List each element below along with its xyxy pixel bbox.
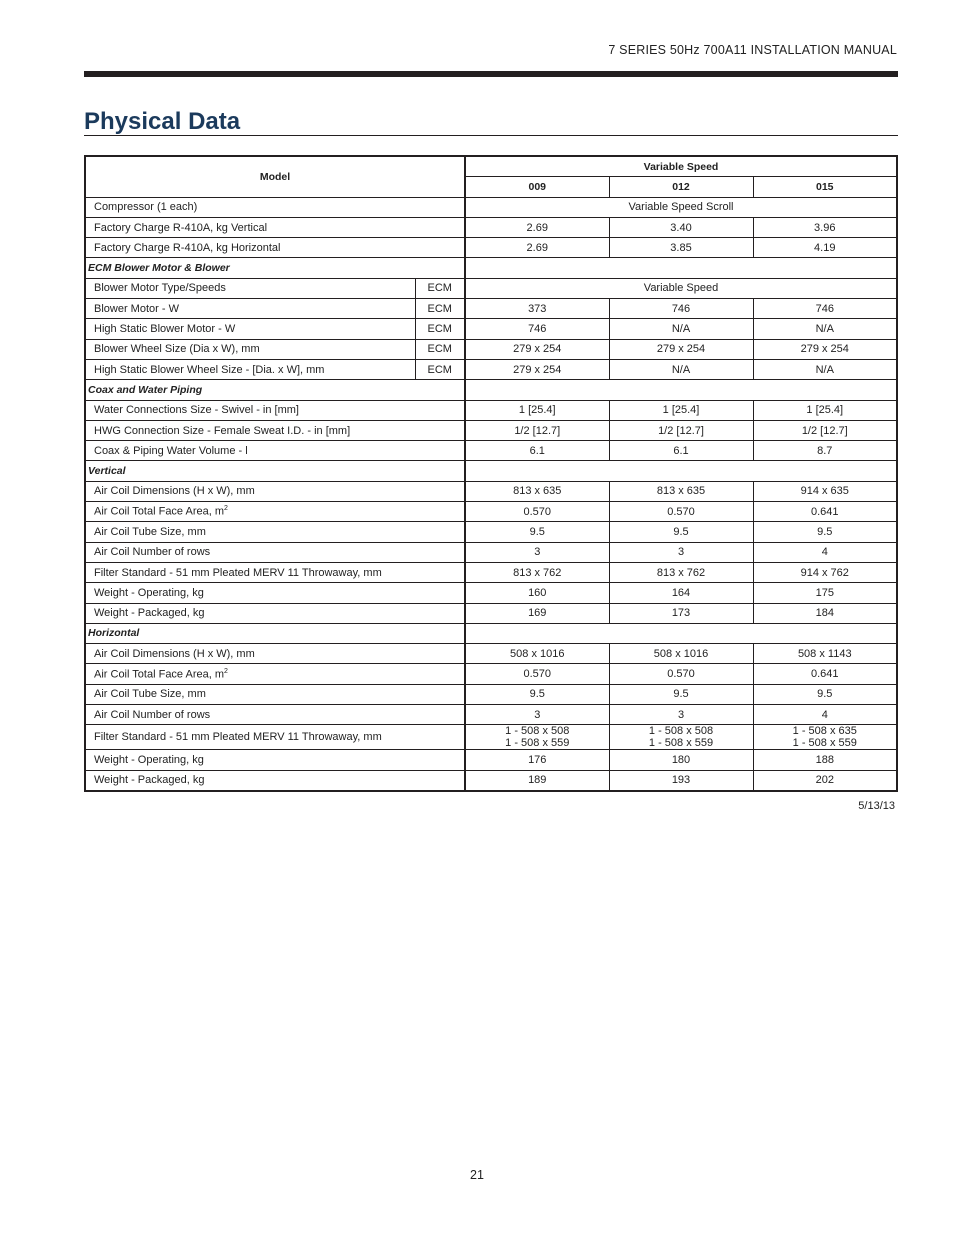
cell-line: 1 - 508 x 635	[792, 725, 857, 738]
row-label-text: Air Coil Total Face Area, m	[94, 506, 225, 519]
cell-009	[465, 725, 609, 750]
row-label: Air Coil Number of rows	[85, 705, 465, 725]
table-row	[85, 238, 897, 258]
row-label: Coax & Piping Water Volume - l	[85, 441, 465, 461]
section-label: Vertical	[85, 461, 465, 481]
table-row	[85, 583, 897, 603]
section-label: ECM Blower Motor & Blower	[85, 258, 465, 278]
row-label: Factory Charge R-410A, kg Vertical	[85, 217, 465, 237]
cell-015: 0.641	[753, 664, 897, 684]
section-row	[85, 380, 897, 400]
row-label: HWG Connection Size - Female Sweat I.D. - in [mm]	[85, 420, 465, 440]
cell-012: 6.1	[609, 441, 753, 461]
cell-009: 9.5	[465, 522, 609, 542]
section-blank	[465, 258, 897, 278]
revision-date: 5/13/13	[858, 800, 895, 812]
cell-015: 914 x 635	[753, 481, 897, 501]
row-value: Variable Speed Scroll	[465, 197, 897, 217]
row-label: Compressor (1 each)	[85, 197, 465, 217]
physical-data-table	[84, 155, 898, 792]
header-rule	[84, 71, 898, 77]
cell-012: 508 x 1016	[609, 644, 753, 664]
row-label: Air Coil Dimensions (H x W), mm	[85, 644, 465, 664]
cell-012: 3	[609, 542, 753, 562]
cell-015: 0.641	[753, 502, 897, 522]
cell-009: 279 x 254	[465, 359, 609, 379]
cell-015: 279 x 254	[753, 339, 897, 359]
table-row	[85, 420, 897, 440]
row-label	[85, 502, 465, 522]
cell-015: 508 x 1143	[753, 644, 897, 664]
group-header: Variable Speed	[465, 156, 897, 177]
cell-015: 4.19	[753, 238, 897, 258]
table-row	[85, 299, 897, 319]
section-blank	[465, 461, 897, 481]
cell-009: 3	[465, 542, 609, 562]
cell-015: 188	[753, 750, 897, 770]
cell-015	[753, 725, 897, 750]
cell-009: 160	[465, 583, 609, 603]
cell-015: 1 [25.4]	[753, 400, 897, 420]
table-row	[85, 319, 897, 339]
cell-009: 189	[465, 770, 609, 791]
table-row	[85, 522, 897, 542]
cell-009: 2.69	[465, 238, 609, 258]
row-label: Air Coil Dimensions (H x W), mm	[85, 481, 465, 501]
table-row	[85, 562, 897, 582]
cell-009: 813 x 635	[465, 481, 609, 501]
cell-009: 0.570	[465, 664, 609, 684]
section-row	[85, 258, 897, 278]
table-row	[85, 441, 897, 461]
cell-012: 3.85	[609, 238, 753, 258]
cell-015: 1/2 [12.7]	[753, 420, 897, 440]
section-blank	[465, 623, 897, 643]
cell-015: N/A	[753, 359, 897, 379]
section-label: Horizontal	[85, 623, 465, 643]
cell-009: 0.570	[465, 502, 609, 522]
section-blank	[465, 380, 897, 400]
row-label: Blower Wheel Size (Dia x W), mm	[85, 339, 415, 359]
cell-015: 3.96	[753, 217, 897, 237]
cell-009: 2.69	[465, 217, 609, 237]
cell-015: 202	[753, 770, 897, 791]
cell-009: 9.5	[465, 684, 609, 704]
row-label: Weight - Operating, kg	[85, 583, 465, 603]
section-label: Coax and Water Piping	[85, 380, 465, 400]
model-015-header: 015	[753, 177, 897, 197]
cell-line: 1 - 508 x 559	[792, 737, 857, 750]
cell-012: 9.5	[609, 684, 753, 704]
cell-012: 746	[609, 299, 753, 319]
cell-015: 4	[753, 705, 897, 725]
cell-012: N/A	[609, 319, 753, 339]
model-012-header: 012	[609, 177, 753, 197]
row-label: Weight - Packaged, kg	[85, 770, 465, 791]
row-label: Blower Motor Type/Speeds	[85, 278, 415, 298]
cell-009: 373	[465, 299, 609, 319]
row-label: Weight - Operating, kg	[85, 750, 465, 770]
cell-009: 1/2 [12.7]	[465, 420, 609, 440]
title-rule	[84, 135, 898, 136]
superscript: 2	[224, 667, 228, 675]
cell-015: N/A	[753, 319, 897, 339]
cell-line: 1 - 508 x 508	[505, 725, 570, 738]
row-sub: ECM	[415, 339, 465, 359]
table-row	[85, 217, 897, 237]
model-header: Model	[85, 156, 465, 197]
row-label-text: Air Coil Total Face Area, m	[94, 668, 225, 681]
row-label: Filter Standard - 51 mm Pleated MERV 11 Throwaway, mm	[85, 725, 465, 750]
table-row	[85, 684, 897, 704]
cell-009: 746	[465, 319, 609, 339]
table-row	[85, 750, 897, 770]
row-label: Air Coil Tube Size, mm	[85, 684, 465, 704]
row-label: Factory Charge R-410A, kg Horizontal	[85, 238, 465, 258]
row-value: Variable Speed	[465, 278, 897, 298]
cell-012: 164	[609, 583, 753, 603]
table-row	[85, 339, 897, 359]
row-label: Water Connections Size - Swivel - in [mm]	[85, 400, 465, 420]
cell-012: 0.570	[609, 502, 753, 522]
cell-009: 169	[465, 603, 609, 623]
cell-012: 9.5	[609, 522, 753, 542]
row-label: Blower Motor - W	[85, 299, 415, 319]
table-row	[85, 644, 897, 664]
cell-012: 1/2 [12.7]	[609, 420, 753, 440]
table-row	[85, 603, 897, 623]
cell-012: 3	[609, 705, 753, 725]
table-row	[85, 542, 897, 562]
section-row	[85, 623, 897, 643]
row-label: Filter Standard - 51 mm Pleated MERV 11 Throwaway, mm	[85, 562, 465, 582]
cell-line: 1 - 508 x 508	[648, 725, 714, 738]
row-sub: ECM	[415, 299, 465, 319]
cell-009: 6.1	[465, 441, 609, 461]
table-row	[85, 359, 897, 379]
cell-009: 1 [25.4]	[465, 400, 609, 420]
row-label: High Static Blower Wheel Size - [Dia. x W], mm	[85, 359, 415, 379]
row-label: Air Coil Number of rows	[85, 542, 465, 562]
cell-015: 914 x 762	[753, 562, 897, 582]
cell-015: 8.7	[753, 441, 897, 461]
cell-012: 173	[609, 603, 753, 623]
row-sub: ECM	[415, 319, 465, 339]
cell-012: 3.40	[609, 217, 753, 237]
row-sub: ECM	[415, 359, 465, 379]
cell-line: 1 - 508 x 559	[648, 737, 714, 750]
cell-009: 813 x 762	[465, 562, 609, 582]
cell-009: 279 x 254	[465, 339, 609, 359]
table-row	[85, 197, 897, 217]
table-row	[85, 664, 897, 684]
row-label: Weight - Packaged, kg	[85, 603, 465, 623]
table-row	[85, 400, 897, 420]
table-row	[85, 481, 897, 501]
cell-012	[609, 725, 753, 750]
table-row	[85, 770, 897, 791]
row-sub: ECM	[415, 278, 465, 298]
table-row	[85, 278, 897, 298]
table-row	[85, 725, 897, 750]
cell-015: 184	[753, 603, 897, 623]
table-row	[85, 502, 897, 522]
cell-012: 1 [25.4]	[609, 400, 753, 420]
cell-009: 508 x 1016	[465, 644, 609, 664]
cell-009: 3	[465, 705, 609, 725]
cell-012: 180	[609, 750, 753, 770]
section-row	[85, 461, 897, 481]
cell-015: 746	[753, 299, 897, 319]
cell-012: 813 x 762	[609, 562, 753, 582]
model-009-header: 009	[465, 177, 609, 197]
cell-015: 9.5	[753, 522, 897, 542]
cell-015: 4	[753, 542, 897, 562]
cell-012: 193	[609, 770, 753, 791]
table-row	[85, 705, 897, 725]
row-label: Air Coil Tube Size, mm	[85, 522, 465, 542]
page-number: 21	[470, 1168, 484, 1182]
cell-009: 176	[465, 750, 609, 770]
row-label	[85, 664, 465, 684]
cell-012: 0.570	[609, 664, 753, 684]
cell-015: 175	[753, 583, 897, 603]
row-label: High Static Blower Motor - W	[85, 319, 415, 339]
manual-title: 7 SERIES 50Hz 700A11 INSTALLATION MANUAL	[608, 43, 897, 57]
superscript: 2	[224, 505, 228, 513]
cell-012: 813 x 635	[609, 481, 753, 501]
cell-line: 1 - 508 x 559	[505, 737, 570, 750]
page-title: Physical Data	[84, 108, 241, 135]
cell-012: N/A	[609, 359, 753, 379]
cell-015: 9.5	[753, 684, 897, 704]
cell-012: 279 x 254	[609, 339, 753, 359]
